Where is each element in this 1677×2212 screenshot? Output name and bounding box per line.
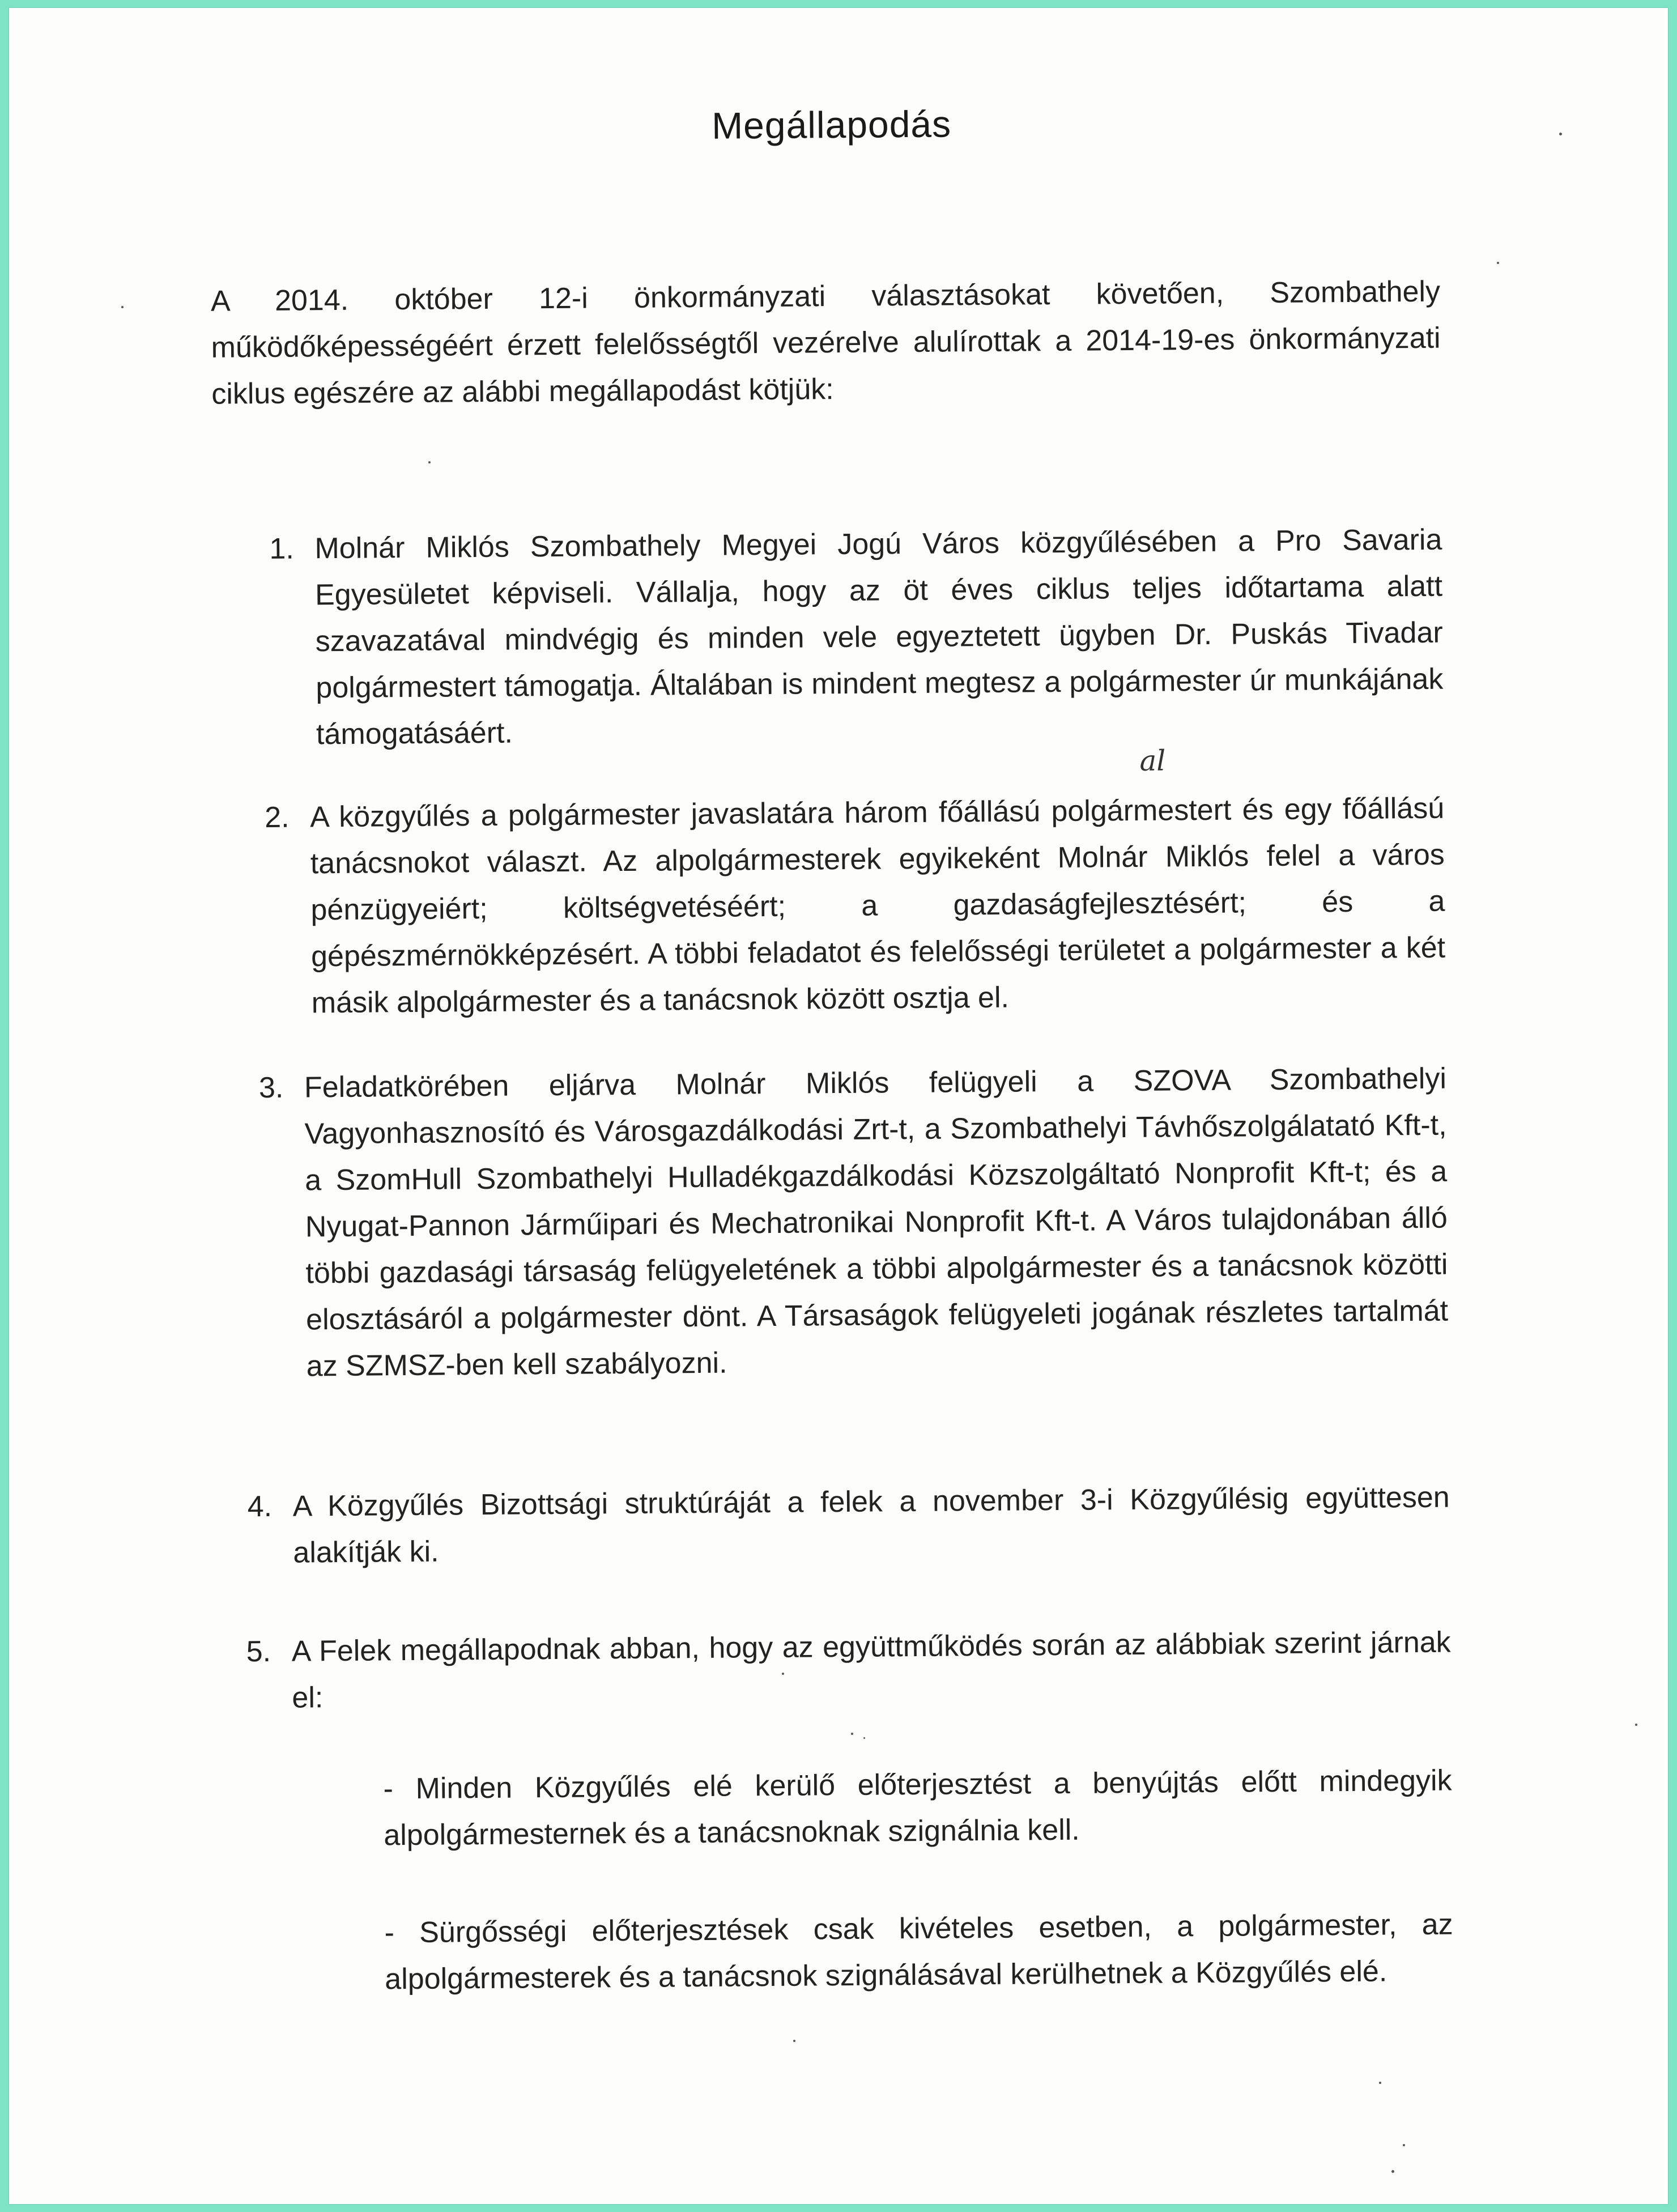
list-item-5 bbox=[246, 1619, 1451, 1715]
list-item-number: 4. bbox=[247, 1490, 273, 1524]
scan-speck bbox=[1391, 2170, 1394, 2173]
list-item-text: A Felek megállapodnak abban, hogy az együttműködés során az alábbiak szerint járnak el: bbox=[291, 1626, 1451, 1715]
scan-speck bbox=[1497, 262, 1499, 264]
document-page bbox=[9, 8, 1668, 2204]
list-item-text: A közgyűlés a polgármester javaslatára három főállású polgármestert és egy főállású tanácsnokot választ. Az alpolgármesterek egyikeként Molnár Miklós felel a város pénzügyeiért; költségvetéséért; a gazdaságfejlesztésért; és a gépészmérnökképzésért. A többi feladatot és felelősségi területet a polgármester a két másik alpolgármester és a tanácsnok között osztja el. bbox=[309, 792, 1446, 1020]
scan-speck bbox=[1635, 1724, 1637, 1726]
list-item-4 bbox=[247, 1474, 1450, 1569]
list-item-number: 3. bbox=[258, 1071, 284, 1105]
scan-speck bbox=[428, 461, 431, 463]
sub-item-1: - Minden Közgyűlés elé kerülő előterjesztést a benyújtás előtt mindegyik alpolgármesternek és a tanácsnoknak szignálnia kell. bbox=[383, 1764, 1452, 1852]
document-title: Megállapodás bbox=[711, 103, 952, 147]
list-item-text: A Közgyűlés Bizottsági struktúráját a felek a november 3-i Közgyűlésig együttesen alakítják ki. bbox=[292, 1481, 1450, 1569]
sub-item-2: - Sürgősségi előterjesztések csak kivételes esetben, a polgármester, az alpolgármesterek és a tanácsnok szignálásával kerülhetnek a Közgyűlés elé. bbox=[384, 1908, 1453, 1996]
scan-speck bbox=[782, 1673, 784, 1675]
list-item-1 bbox=[269, 517, 1444, 751]
list-item-number: 5. bbox=[246, 1635, 271, 1669]
scan-speck bbox=[863, 1737, 865, 1739]
scan-speck bbox=[793, 2040, 795, 2042]
list-item-text: Molnár Miklós Szombathely Megyei Jogú Város közgyűlésében a Pro Savaria Egyesületet képviseli. Vállalja, hogy az öt éves ciklus teljes időtartama alatt szavazatával mindvégig és minden vele egyeztetett ügyben Dr. Puskás Tivadar polgármestert támogatja. Általában is mindent megtesz a polgármester úr munkájának támogatásáért. bbox=[314, 523, 1444, 751]
list-item-3 bbox=[258, 1056, 1449, 1383]
intro-paragraph: A 2014. október 12-i önkormányzati választásokat követően, Szombathely működőképességéért érzett felelősségtől vezérelve alulírottak a 2014-19-es önkormányzati ciklus egészére az alábbi megállapodást kötjük: bbox=[210, 275, 1441, 411]
scan-speck bbox=[1403, 2144, 1405, 2146]
scan-speck bbox=[1379, 2082, 1381, 2084]
list-item-2 bbox=[264, 785, 1446, 1020]
scanned-content bbox=[9, 8, 1668, 2204]
scan-speck bbox=[121, 306, 124, 308]
handwritten-insert: al bbox=[1139, 744, 1166, 777]
list-item-text: Feladatkörében eljárva Molnár Miklós felügyeli a SZOVA Szombathelyi Vagyonhasznosító és Városgazdálkodási Zrt-t, a Szombathelyi Távhőszolgálatató Kft-t, a SzomHull Szombathelyi Hulladékgazdálkodási Közszolgáltató Nonprofit Kft-t; és a Nyugat-Pannon Járműipari és Mechatronikai Nonprofit Kft-t. A Város tulajdonában álló többi gazdasági társaság felügyeletének a többi alpolgármester és a tanácsnok közötti elosztásáról a polgármester dönt. A Társaságok felügyeleti jogának részletes tartalmát az SZMSZ-ben kell szabályozni. bbox=[304, 1062, 1449, 1383]
list-item-number: 2. bbox=[264, 801, 290, 834]
scan-speck bbox=[1559, 133, 1562, 135]
scan-speck bbox=[851, 1733, 853, 1735]
list-item-number: 1. bbox=[269, 532, 295, 565]
